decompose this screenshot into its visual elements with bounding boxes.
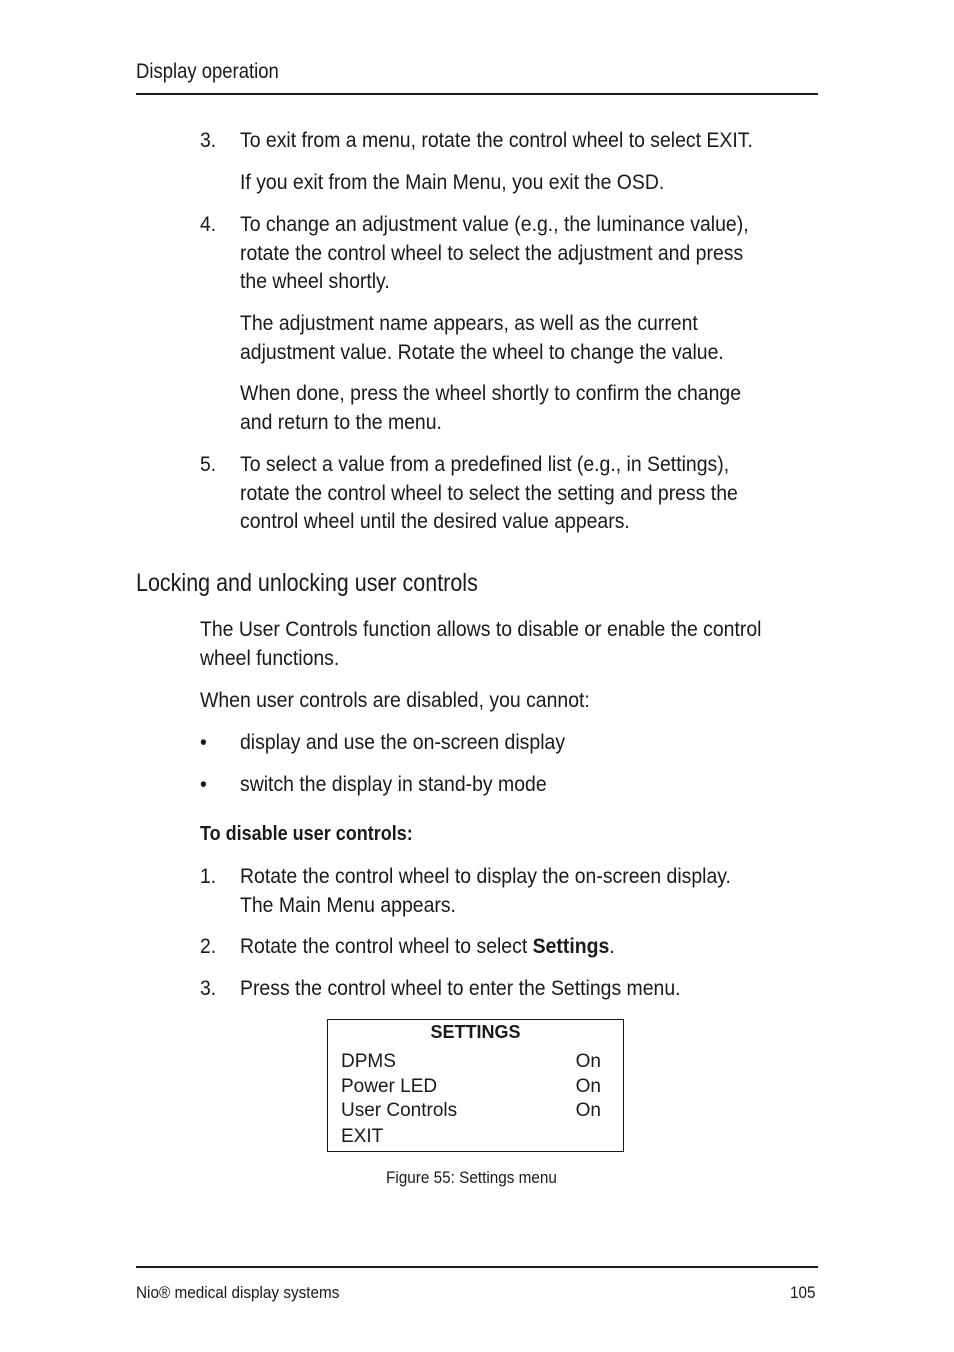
settings-row-dpms <box>341 1051 601 1073</box>
step-text: Press the control wheel to enter the Settings menu. <box>240 977 681 1000</box>
page-number: 105 <box>790 1283 816 1302</box>
settings-row-user-controls <box>341 1100 601 1122</box>
step-text-line: To change an adjustment value (e.g., the luminance value), <box>240 213 749 236</box>
bullet-marker: • <box>200 731 207 754</box>
footer-product: Nio® medical display systems <box>136 1283 340 1302</box>
running-header: Display operation <box>136 60 279 83</box>
intro-line: The User Controls function allows to disable or enable the control <box>200 618 762 641</box>
step-number: 3. <box>200 977 217 1000</box>
step-note-line: When done, press the wheel shortly to confirm the change <box>240 382 742 405</box>
bullet-item: switch the display in stand-by mode <box>240 773 547 796</box>
step-text-pre: Rotate the control wheel to select <box>240 935 533 958</box>
settings-row-value: On <box>575 1051 601 1072</box>
step-text-line: Rotate the control wheel to display the on-screen display. <box>240 865 731 888</box>
step-text-line: rotate the control wheel to select the setting and press the <box>240 481 738 505</box>
step-text-post: . <box>609 935 615 958</box>
step-text: To exit from a menu, rotate the control wheel to select EXIT. <box>240 129 753 152</box>
footer-rule <box>136 1266 818 1268</box>
step-text <box>240 933 615 962</box>
header-rule <box>136 93 818 95</box>
step-text-line: To select a value from a predefined list (e.g., in Settings), <box>240 453 730 476</box>
settings-menu-title: SETTINGS <box>430 1022 521 1042</box>
settings-emphasis: Settings <box>532 935 610 958</box>
step-note-line: adjustment value. Rotate the wheel to change the value. <box>240 340 724 364</box>
settings-row-label: User Controls <box>341 1100 458 1121</box>
step-text-line: control wheel until the desired value appears. <box>240 510 630 533</box>
settings-row-value: On <box>575 1100 601 1121</box>
step-note-line: The adjustment name appears, as well as the current <box>240 312 698 335</box>
step-number: 1. <box>200 865 217 888</box>
step-number: 3. <box>200 129 217 152</box>
step-number: 2. <box>200 935 217 958</box>
step-note-line: and return to the menu. <box>240 410 442 434</box>
settings-row-label: EXIT <box>341 1126 384 1147</box>
settings-menu-figure <box>327 1019 624 1152</box>
step-text-line: rotate the control wheel to select the adjustment and press <box>240 241 744 265</box>
intro-line: wheel functions. <box>200 646 340 670</box>
settings-row-power-led <box>341 1076 601 1098</box>
settings-row-exit <box>341 1126 601 1148</box>
bullet-marker: • <box>200 773 207 796</box>
step-number: 5. <box>200 453 217 476</box>
step-number: 4. <box>200 213 217 236</box>
disabled-intro: When user controls are disabled, you cannot: <box>200 689 590 712</box>
bullet-item: display and use the on-screen display <box>240 731 566 754</box>
settings-row-value: On <box>575 1076 601 1097</box>
figure-caption: Figure 55: Settings menu <box>386 1168 557 1187</box>
step-text-line: The Main Menu appears. <box>240 893 456 917</box>
settings-row-label: DPMS <box>341 1051 396 1072</box>
step-note: If you exit from the Main Menu, you exit the OSD. <box>240 171 665 194</box>
section-heading: Locking and unlocking user controls <box>136 569 478 597</box>
settings-row-label: Power LED <box>341 1076 438 1097</box>
step-text-line: the wheel shortly. <box>240 270 390 293</box>
procedure-heading: To disable user controls: <box>200 823 413 845</box>
